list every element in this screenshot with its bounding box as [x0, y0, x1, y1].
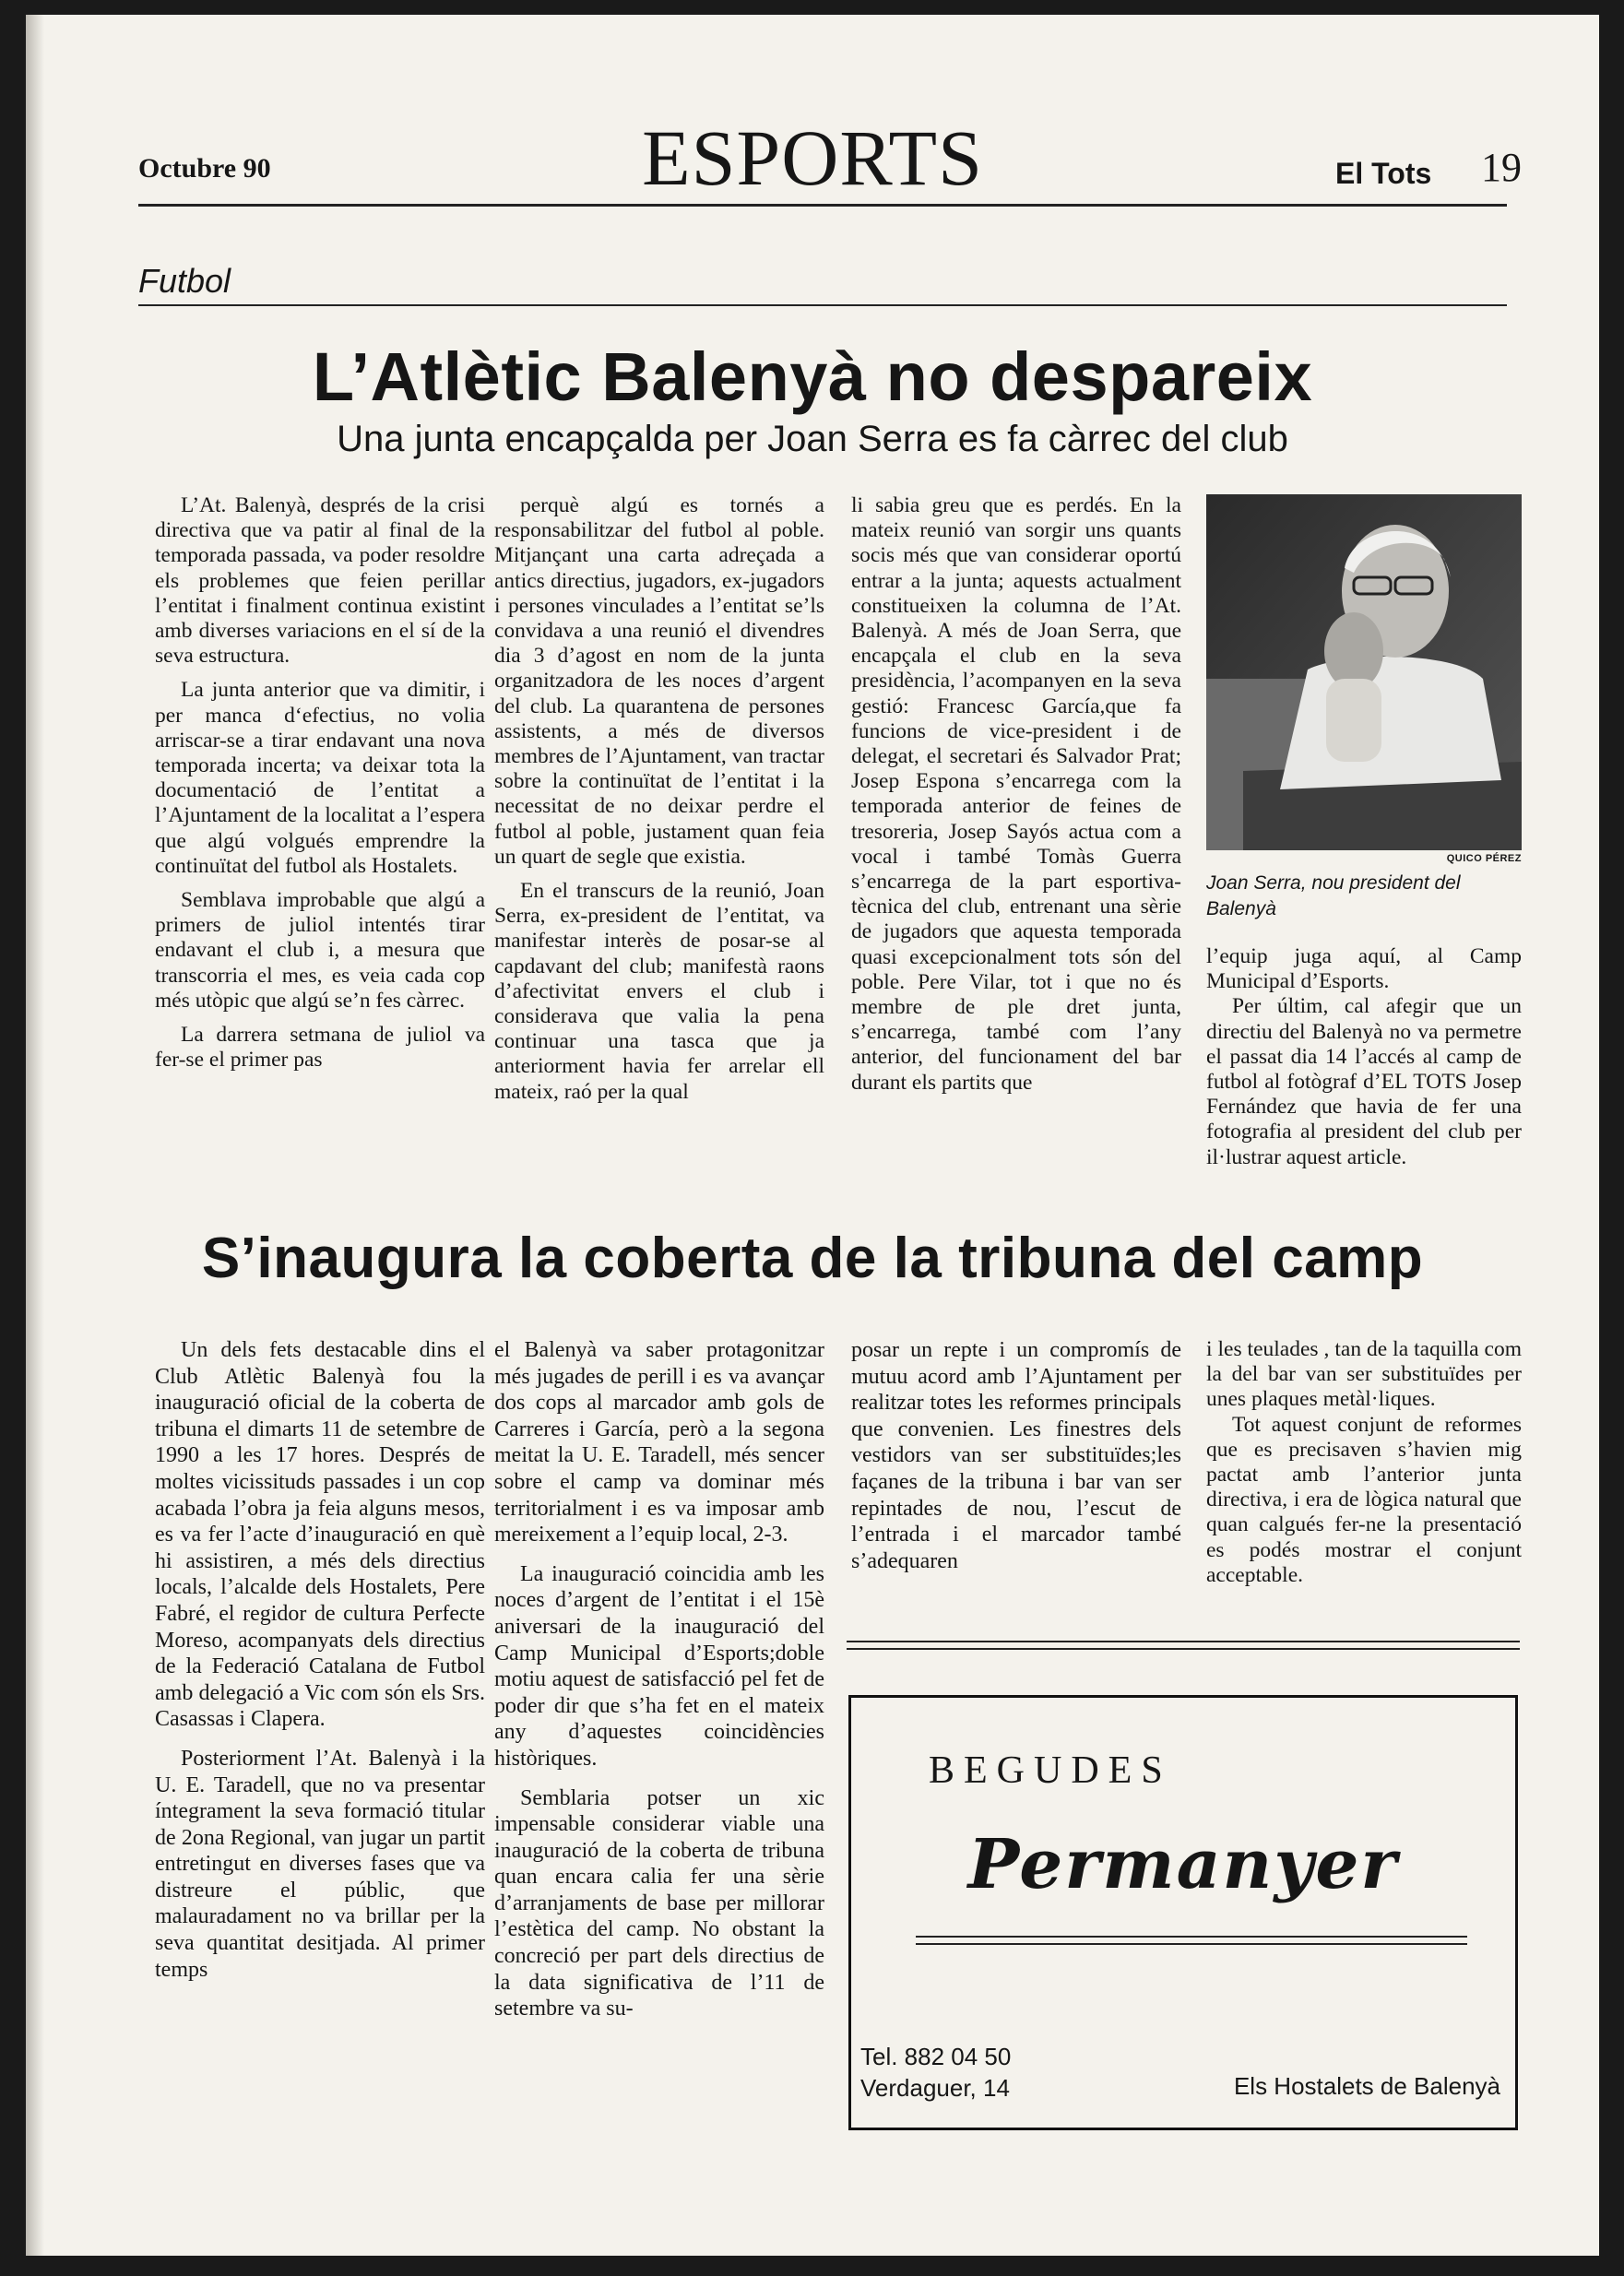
article2-column-2: [494, 1337, 824, 2022]
ad-divider-2: [916, 1943, 1467, 1945]
paragraph: l’equip juga aquí, al Camp Municipal d’Esports.: [1206, 944, 1522, 994]
ad-contact: [860, 2041, 1011, 2104]
paragraph: En el transcurs de la reunió, Joan Serra, ex-president de l’entitat, va manifestar interès de posar-se al capdavant del club; manifestà raons d’afectivitat envers el club i considerava que valia la pena continuar una tasca que ja anteriorment havia fer arrelar ell mateix, raó per la qual: [494, 879, 824, 1104]
paragraph: Tot aquest conjunt de reformes que es precisaven s’havien mig pactat amb l’anterior junta directiva, i era de lògica natural que quan calgués fer-ne la presentació es podés mostrar el conjunt acceptable.: [1206, 1412, 1522, 1587]
paragraph: La junta anterior que va dimitir, i per manca d‘efectius, no volia arriscar-se a tirar endavant una nova temporada incerta; va deixar tota la documentació de l’entitat a l’Ajuntament de la localitat a l’espera que algú volgués emprendre la continuïtat del futbol als Hostalets.: [155, 678, 485, 878]
paragraph: Un dels fets destacable dins el Club Atlètic Balenyà fou la inauguració oficial de la coberta de tribuna el dimarts 11 de setembre de 1990 a les 17 hores. Després de moltes vicissituds passades i un cop acabada l’obra ja feia alguns mesos, es va fer l’acte d’inauguració en què hi assistiren, a més dels directius locals, l’alcalde dels Hostalets, Pere Fabré, el regidor de cultura Perfecte Moreso, acompanyats dels directius de la Federació Catalana de Futbol amb delegació a Vic com són els Srs. Casassas i Clapera.: [155, 1338, 485, 1732]
article2-column-4: [1206, 1337, 1522, 1588]
article1-column-2: [494, 493, 824, 1105]
paragraph: Semblaria potser un xic impensable considerar viable una inauguració de la coberta de tribuna quan encara calia fer una sèrie d’arranjaments de base per millorar l’estètica del camp. No obstant la concreció per part dels directius de la data significativa de l’11 de setembre va su-: [494, 1785, 824, 2021]
paragraph: Per últim, cal afegir que un directiu del Balenyà no va permetre el passat dia 14 l’accés al camp de futbol al fotògraf d’EL TOTS Josep Fernández que havia de fer una fotografia al president del club per il·lustrar aquest article.: [1206, 994, 1522, 1169]
advertisement-box: [848, 1695, 1518, 2130]
photo-credit: QUICO PÉREZ: [1446, 853, 1522, 864]
president-photo: [1206, 494, 1522, 850]
ad-divider: [916, 1936, 1467, 1938]
issue-date: Octubre 90: [138, 153, 271, 184]
paragraph: el Balenyà va saber protagonitzar més jugades de perill i es va avançar dos cops al marcador amb gols de Carreres i García, però a la segona meitat la U. E. Taradell, més sencer sobre el camp va dominar més territorialment i es va imposar amb mereixement a l’equip local, 2-3.: [494, 1338, 824, 1547]
ad-address: Verdaguer, 14: [860, 2074, 1010, 2102]
photo-caption: Joan Serra, nou president del Balenyà: [1206, 872, 1461, 919]
article1-headline: L’Atlètic Balenyà no despareix: [312, 338, 1313, 415]
paragraph: i les teulades , tan de la taquilla com la del bar van ser substituïdes per unes plaques metàl·liques.: [1206, 1337, 1522, 1412]
article1-subheadline: Una junta encapçalda per Joan Serra es fa càrrec del club: [337, 419, 1288, 459]
paragraph: li sabia greu que es perdés. En la mateix reunió van sorgir uns quants socis més que van considerar oportú entrar a la junta; aquests actualment constitueixen la columna de l’At. Balenyà. A més de Joan Serra, que encapçala el club en la seva presidència, l’acompanyen en la seva gestió: Francesc García,que fa funcions de vice-president i de delegat, el secretari és Salvador Prat; Josep Espona s’encarrega com la temporada anterior de feines de tresoreria, Josep Sayós actua com a vocal i també Tomàs Guerra s’encarrega de la part esportiva-tècnica del club, entrenant una sèrie de jugadors que aquesta temporada quasi excepcionalment tots són del poble. Pere Vilar, tot i que no és membre de ple dret junta, s’encarrega, també com l’any anterior, del funcionament del bar durant els partits que: [851, 493, 1181, 1095]
article1-column-3: [851, 493, 1181, 1096]
ad-brand-logo: Permanyer: [967, 1825, 1399, 1904]
magazine-name: El Tots: [1335, 157, 1432, 190]
article2-column-1: [155, 1337, 485, 1983]
ad-town: Els Hostalets de Balenyà: [1233, 2072, 1500, 2100]
paragraph: posar un repte i un compromís de mutuu acord amb l’Ajuntament per realitzar totes les reformes principals que convenien. Les finestres dels vestidors van ser substituïdes;les façanes de la tribuna i bar van ser repintades de nou, l’escut de l’entrada i el marcador també s’adequaren: [851, 1338, 1181, 1573]
paragraph: La darrera setmana de juliol va fer-se el primer pas: [155, 1023, 485, 1073]
section-title: ESPORTS: [642, 113, 983, 202]
header-rule: [138, 204, 1507, 207]
paragraph: L’At. Balenyà, després de la crisi directiva que va patir al final de la temporada passada, va poder resoldre els problemes que feien perillar l’entitat i finalment continua existint amb diverses variacions en el sí de la seva estructura.: [155, 493, 485, 669]
paragraph: Posteriorment l’At. Balenyà i la U. E. Taradell, que no va presentar íntegrament la seva formació titular de 2ona Regional, van jugar un partit entretingut en diverses fases que va distreure el públic, que malauradament no va brillar per la seva quantitat desitjada. Al primer temps: [155, 1746, 485, 1982]
ad-top-rule-2: [847, 1648, 1520, 1650]
page-number: 19: [1481, 145, 1522, 190]
article2-column-3: [851, 1337, 1181, 1574]
ad-phone: Tel. 882 04 50: [860, 2043, 1012, 2070]
portrait-image: [1206, 494, 1522, 850]
article1-column-1: [155, 493, 485, 1073]
section-label: Futbol: [138, 262, 231, 300]
article2-headline: S’inaugura la coberta de la tribuna del camp: [201, 1227, 1424, 1290]
newspaper-page: [26, 15, 1599, 2256]
paragraph: Semblava improbable que algú a primers de juliol intentés tirar endavant el club i, a mesura que transcorria el mes, es veia cada cop més utòpic que algú se’n fes càrrec.: [155, 888, 485, 1013]
paragraph: La inauguració coincidia amb les noces d’argent de l’entitat i el 15è aniversari de la inauguració del Camp Municipal d’Esports;doble motiu aquest de satisfacció pel fet de poder dir que s’ha fet en el mateix any d’aquestes coincidències històriques.: [494, 1561, 824, 1771]
ad-top-rule: [847, 1641, 1520, 1642]
paragraph: perquè algú es tornés a responsabilitzar del futbol al poble. Mitjançant una carta adreçada a antics directius, jugadors, ex-jugadors i persones vinculades a l’entitat se’ls convidava a una reunió el divendres dia 3 d’agost en nom de la junta organitzadora de les noces d’argent del club. La quarantena de persones assistents, a més de diversos membres de l’Ajuntament, van tractar sobre la continuïtat de l’entitat i la necessitat de no deixar perdre el futbol al poble, justament quan feia un quart de segle que existia.: [494, 493, 824, 869]
section-rule: [138, 304, 1507, 306]
ad-brand-top: BEGUDES: [929, 1749, 1172, 1792]
article1-column-4: [1206, 944, 1522, 1170]
